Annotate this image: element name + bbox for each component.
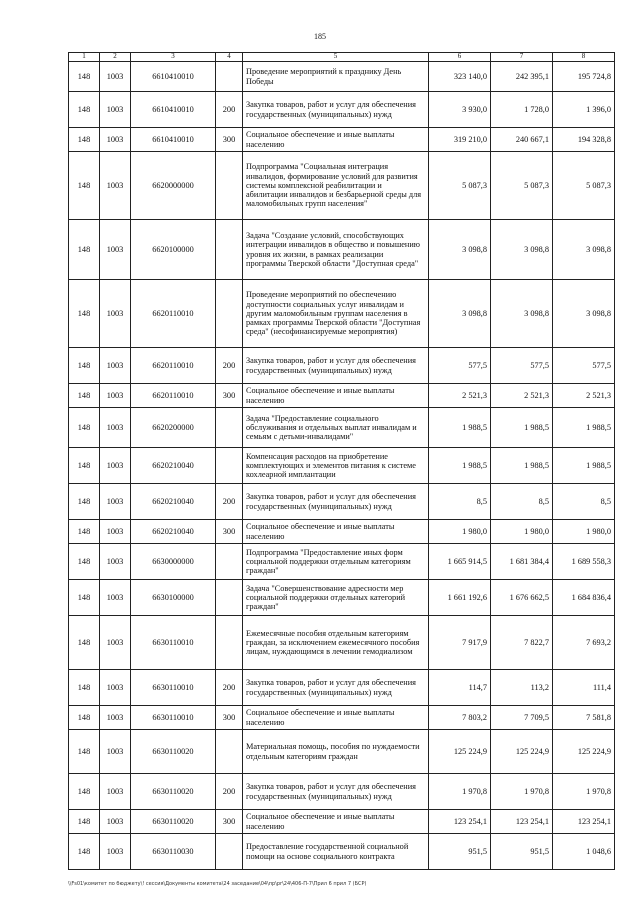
section-code-cell: 1003 <box>100 810 131 834</box>
table-row <box>69 280 615 348</box>
amount-year-2-cell: 7 822,7 <box>491 616 553 670</box>
target-article-cell: 6630110010 <box>131 706 216 730</box>
admin-code-cell: 148 <box>69 616 100 670</box>
amount-year-1-cell: 2 521,3 <box>429 384 491 408</box>
target-article-cell: 6620210040 <box>131 484 216 520</box>
expense-type-cell <box>216 730 243 774</box>
description-cell: Закупка товаров, работ и услуг для обеспечения государственных (муниципальных) нужд <box>243 670 429 706</box>
amount-year-2-cell: 1 980,0 <box>491 520 553 544</box>
description-cell: Закупка товаров, работ и услуг для обеспечения государственных (муниципальных) нужд <box>243 774 429 810</box>
expense-type-cell: 200 <box>216 670 243 706</box>
section-code-cell: 1003 <box>100 448 131 484</box>
amount-year-3-cell: 111,4 <box>553 670 615 706</box>
amount-year-3-cell: 2 521,3 <box>553 384 615 408</box>
section-code-cell: 1003 <box>100 348 131 384</box>
file-path-footer: \\Fs01\комитет по бюджету\! сессия\Документы комитета\24 заседание\04\пр\pr\24\406-П-7\Прил 6 прил 7 (БСР) <box>68 881 367 887</box>
description-cell: Социальное обеспечение и иные выплаты населению <box>243 384 429 408</box>
amount-year-3-cell: 577,5 <box>553 348 615 384</box>
section-code-cell: 1003 <box>100 220 131 280</box>
admin-code-cell: 148 <box>69 280 100 348</box>
expense-type-cell <box>216 408 243 448</box>
target-article-cell: 6620110010 <box>131 384 216 408</box>
amount-year-3-cell: 195 724,8 <box>553 62 615 92</box>
expense-type-cell: 300 <box>216 384 243 408</box>
section-code-cell: 1003 <box>100 730 131 774</box>
description-cell: Задача "Создание условий, способствующих интеграции инвалидов в общество и повышению уровня их жизни, в рамках реализации программы Тверской области "Доступная среда" <box>243 220 429 280</box>
table-row <box>69 384 615 408</box>
amount-year-3-cell: 125 224,9 <box>553 730 615 774</box>
amount-year-2-cell: 2 521,3 <box>491 384 553 408</box>
table-row <box>69 580 615 616</box>
amount-year-1-cell: 1 661 192,6 <box>429 580 491 616</box>
table-row <box>69 484 615 520</box>
section-code-cell: 1003 <box>100 152 131 220</box>
expense-type-cell <box>216 280 243 348</box>
admin-code-cell: 148 <box>69 408 100 448</box>
description-cell: Проведение мероприятий по обеспечению доступности социальных услуг инвалидам и другим маломобильным группам населения в рамках программы Тверской области "Доступная среда" (несофинансируемые мероприятия) <box>243 280 429 348</box>
description-cell: Проведение мероприятий к празднику День Победы <box>243 62 429 92</box>
amount-year-2-cell: 5 087,3 <box>491 152 553 220</box>
amount-year-3-cell: 7 581,8 <box>553 706 615 730</box>
target-article-cell: 6630110020 <box>131 810 216 834</box>
amount-year-1-cell: 114,7 <box>429 670 491 706</box>
target-article-cell: 6620110010 <box>131 280 216 348</box>
table-row <box>69 348 615 384</box>
expense-type-cell <box>216 152 243 220</box>
description-cell: Задача "Совершенствование адресности мер социальной поддержки отдельных категорий граждан" <box>243 580 429 616</box>
target-article-cell: 6620200000 <box>131 408 216 448</box>
expense-type-cell <box>216 580 243 616</box>
description-cell: Закупка товаров, работ и услуг для обеспечения государственных (муниципальных) нужд <box>243 348 429 384</box>
column-number: 3 <box>131 53 216 62</box>
expense-type-cell: 200 <box>216 92 243 128</box>
page-number: 185 <box>314 32 326 41</box>
target-article-cell: 6630110010 <box>131 670 216 706</box>
section-code-cell: 1003 <box>100 280 131 348</box>
target-article-cell: 6630110010 <box>131 616 216 670</box>
target-article-cell: 6630110020 <box>131 774 216 810</box>
amount-year-2-cell: 3 098,8 <box>491 220 553 280</box>
target-article-cell: 6620110010 <box>131 348 216 384</box>
description-cell: Задача "Предоставление социального обслуживания и отдельных выплат инвалидам и семьям с детьми-инвалидами" <box>243 408 429 448</box>
section-code-cell: 1003 <box>100 384 131 408</box>
table-row <box>69 810 615 834</box>
amount-year-3-cell: 1 396,0 <box>553 92 615 128</box>
admin-code-cell: 148 <box>69 448 100 484</box>
amount-year-1-cell: 125 224,9 <box>429 730 491 774</box>
column-number: 7 <box>491 53 553 62</box>
table-row <box>69 128 615 152</box>
amount-year-3-cell: 1 689 558,3 <box>553 544 615 580</box>
table-row <box>69 152 615 220</box>
amount-year-3-cell: 1 980,0 <box>553 520 615 544</box>
admin-code-cell: 148 <box>69 348 100 384</box>
admin-code-cell: 148 <box>69 484 100 520</box>
admin-code-cell: 148 <box>69 834 100 870</box>
table-body <box>69 62 615 870</box>
expense-type-cell <box>216 544 243 580</box>
description-cell: Подпрограмма "Предоставление иных форм социальной поддержки отдельным категориям граждан" <box>243 544 429 580</box>
amount-year-1-cell: 1 988,5 <box>429 448 491 484</box>
column-number: 8 <box>553 53 615 62</box>
amount-year-3-cell: 1 988,5 <box>553 408 615 448</box>
table-row <box>69 62 615 92</box>
section-code-cell: 1003 <box>100 580 131 616</box>
amount-year-3-cell: 1 988,5 <box>553 448 615 484</box>
section-code-cell: 1003 <box>100 408 131 448</box>
amount-year-2-cell: 8,5 <box>491 484 553 520</box>
amount-year-2-cell: 1 676 662,5 <box>491 580 553 616</box>
section-code-cell: 1003 <box>100 62 131 92</box>
column-number: 5 <box>243 53 429 62</box>
description-cell: Социальное обеспечение и иные выплаты населению <box>243 128 429 152</box>
target-article-cell: 6610410010 <box>131 92 216 128</box>
admin-code-cell: 148 <box>69 92 100 128</box>
amount-year-3-cell: 3 098,8 <box>553 220 615 280</box>
section-code-cell: 1003 <box>100 92 131 128</box>
table-row <box>69 834 615 870</box>
expense-type-cell: 300 <box>216 128 243 152</box>
amount-year-2-cell: 242 395,1 <box>491 62 553 92</box>
amount-year-1-cell: 7 917,9 <box>429 616 491 670</box>
amount-year-3-cell: 1 970,8 <box>553 774 615 810</box>
amount-year-3-cell: 123 254,1 <box>553 810 615 834</box>
admin-code-cell: 148 <box>69 220 100 280</box>
description-cell: Закупка товаров, работ и услуг для обеспечения государственных (муниципальных) нужд <box>243 92 429 128</box>
amount-year-3-cell: 5 087,3 <box>553 152 615 220</box>
admin-code-cell: 148 <box>69 128 100 152</box>
amount-year-2-cell: 125 224,9 <box>491 730 553 774</box>
amount-year-1-cell: 5 087,3 <box>429 152 491 220</box>
expense-type-cell: 200 <box>216 774 243 810</box>
admin-code-cell: 148 <box>69 810 100 834</box>
expense-type-cell <box>216 448 243 484</box>
section-code-cell: 1003 <box>100 774 131 810</box>
amount-year-1-cell: 3 930,0 <box>429 92 491 128</box>
target-article-cell: 6630110030 <box>131 834 216 870</box>
amount-year-2-cell: 3 098,8 <box>491 280 553 348</box>
expense-type-cell <box>216 220 243 280</box>
admin-code-cell: 148 <box>69 544 100 580</box>
amount-year-2-cell: 240 667,1 <box>491 128 553 152</box>
amount-year-1-cell: 319 210,0 <box>429 128 491 152</box>
expense-type-cell: 200 <box>216 348 243 384</box>
table-row <box>69 706 615 730</box>
amount-year-2-cell: 7 709,5 <box>491 706 553 730</box>
table-row <box>69 448 615 484</box>
amount-year-1-cell: 8,5 <box>429 484 491 520</box>
amount-year-1-cell: 1 970,8 <box>429 774 491 810</box>
table-row <box>69 408 615 448</box>
admin-code-cell: 148 <box>69 152 100 220</box>
expense-type-cell: 200 <box>216 484 243 520</box>
description-cell: Ежемесячные пособия отдельным категориям граждан, за исключением ежемесячного пособия лицам, нуждающимся в лечении гемодиализом <box>243 616 429 670</box>
section-code-cell: 1003 <box>100 834 131 870</box>
admin-code-cell: 148 <box>69 384 100 408</box>
amount-year-2-cell: 1 728,0 <box>491 92 553 128</box>
column-number-row <box>69 53 615 62</box>
description-cell: Материальная помощь, пособия по нуждаемости отдельным категориям граждан <box>243 730 429 774</box>
column-number: 1 <box>69 53 100 62</box>
amount-year-3-cell: 3 098,8 <box>553 280 615 348</box>
expense-type-cell <box>216 62 243 92</box>
target-article-cell: 6620210040 <box>131 448 216 484</box>
amount-year-3-cell: 8,5 <box>553 484 615 520</box>
section-code-cell: 1003 <box>100 670 131 706</box>
amount-year-1-cell: 1 665 914,5 <box>429 544 491 580</box>
table-row <box>69 730 615 774</box>
table-row <box>69 220 615 280</box>
target-article-cell: 6610410010 <box>131 128 216 152</box>
table-row <box>69 520 615 544</box>
amount-year-1-cell: 323 140,0 <box>429 62 491 92</box>
admin-code-cell: 148 <box>69 520 100 544</box>
description-cell: Предоставление государственной социальной помощи на основе социального контракта <box>243 834 429 870</box>
column-number: 4 <box>216 53 243 62</box>
section-code-cell: 1003 <box>100 706 131 730</box>
section-code-cell: 1003 <box>100 544 131 580</box>
amount-year-1-cell: 577,5 <box>429 348 491 384</box>
target-article-cell: 6630100000 <box>131 580 216 616</box>
amount-year-2-cell: 123 254,1 <box>491 810 553 834</box>
amount-year-1-cell: 1 980,0 <box>429 520 491 544</box>
target-article-cell: 6610410010 <box>131 62 216 92</box>
description-cell: Подпрограмма "Социальная интеграция инвалидов, формирование условий для развития системы комплексной реабилитации и абилитации инвалидов и безбарьерной среды для маломобильных групп населения" <box>243 152 429 220</box>
amount-year-2-cell: 1 681 384,4 <box>491 544 553 580</box>
admin-code-cell: 148 <box>69 62 100 92</box>
description-cell: Социальное обеспечение и иные выплаты населению <box>243 706 429 730</box>
amount-year-2-cell: 1 970,8 <box>491 774 553 810</box>
description-cell: Закупка товаров, работ и услуг для обеспечения государственных (муниципальных) нужд <box>243 484 429 520</box>
admin-code-cell: 148 <box>69 580 100 616</box>
expense-type-cell: 300 <box>216 810 243 834</box>
amount-year-2-cell: 113,2 <box>491 670 553 706</box>
target-article-cell: 6630000000 <box>131 544 216 580</box>
amount-year-1-cell: 3 098,8 <box>429 220 491 280</box>
target-article-cell: 6630110020 <box>131 730 216 774</box>
expense-type-cell: 300 <box>216 706 243 730</box>
section-code-cell: 1003 <box>100 484 131 520</box>
amount-year-2-cell: 1 988,5 <box>491 448 553 484</box>
table-row <box>69 774 615 810</box>
section-code-cell: 1003 <box>100 520 131 544</box>
amount-year-1-cell: 1 988,5 <box>429 408 491 448</box>
expense-type-cell: 300 <box>216 520 243 544</box>
amount-year-3-cell: 1 684 836,4 <box>553 580 615 616</box>
expense-type-cell <box>216 616 243 670</box>
expense-type-cell <box>216 834 243 870</box>
admin-code-cell: 148 <box>69 774 100 810</box>
amount-year-1-cell: 123 254,1 <box>429 810 491 834</box>
amount-year-3-cell: 1 048,6 <box>553 834 615 870</box>
admin-code-cell: 148 <box>69 670 100 706</box>
target-article-cell: 6620000000 <box>131 152 216 220</box>
admin-code-cell: 148 <box>69 730 100 774</box>
table-row <box>69 544 615 580</box>
admin-code-cell: 148 <box>69 706 100 730</box>
amount-year-2-cell: 951,5 <box>491 834 553 870</box>
amount-year-3-cell: 7 693,2 <box>553 616 615 670</box>
column-number: 6 <box>429 53 491 62</box>
target-article-cell: 6620100000 <box>131 220 216 280</box>
table-row <box>69 92 615 128</box>
table-row <box>69 616 615 670</box>
amount-year-2-cell: 577,5 <box>491 348 553 384</box>
table-row <box>69 670 615 706</box>
description-cell: Социальное обеспечение и иные выплаты населению <box>243 810 429 834</box>
amount-year-1-cell: 951,5 <box>429 834 491 870</box>
amount-year-1-cell: 3 098,8 <box>429 280 491 348</box>
budget-table <box>68 52 615 870</box>
description-cell: Социальное обеспечение и иные выплаты населению <box>243 520 429 544</box>
amount-year-2-cell: 1 988,5 <box>491 408 553 448</box>
column-number: 2 <box>100 53 131 62</box>
section-code-cell: 1003 <box>100 616 131 670</box>
target-article-cell: 6620210040 <box>131 520 216 544</box>
description-cell: Компенсация расходов на приобретение комплектующих и элементов питания к системе кохлеарной имплантации <box>243 448 429 484</box>
amount-year-3-cell: 194 328,8 <box>553 128 615 152</box>
amount-year-1-cell: 7 803,2 <box>429 706 491 730</box>
section-code-cell: 1003 <box>100 128 131 152</box>
